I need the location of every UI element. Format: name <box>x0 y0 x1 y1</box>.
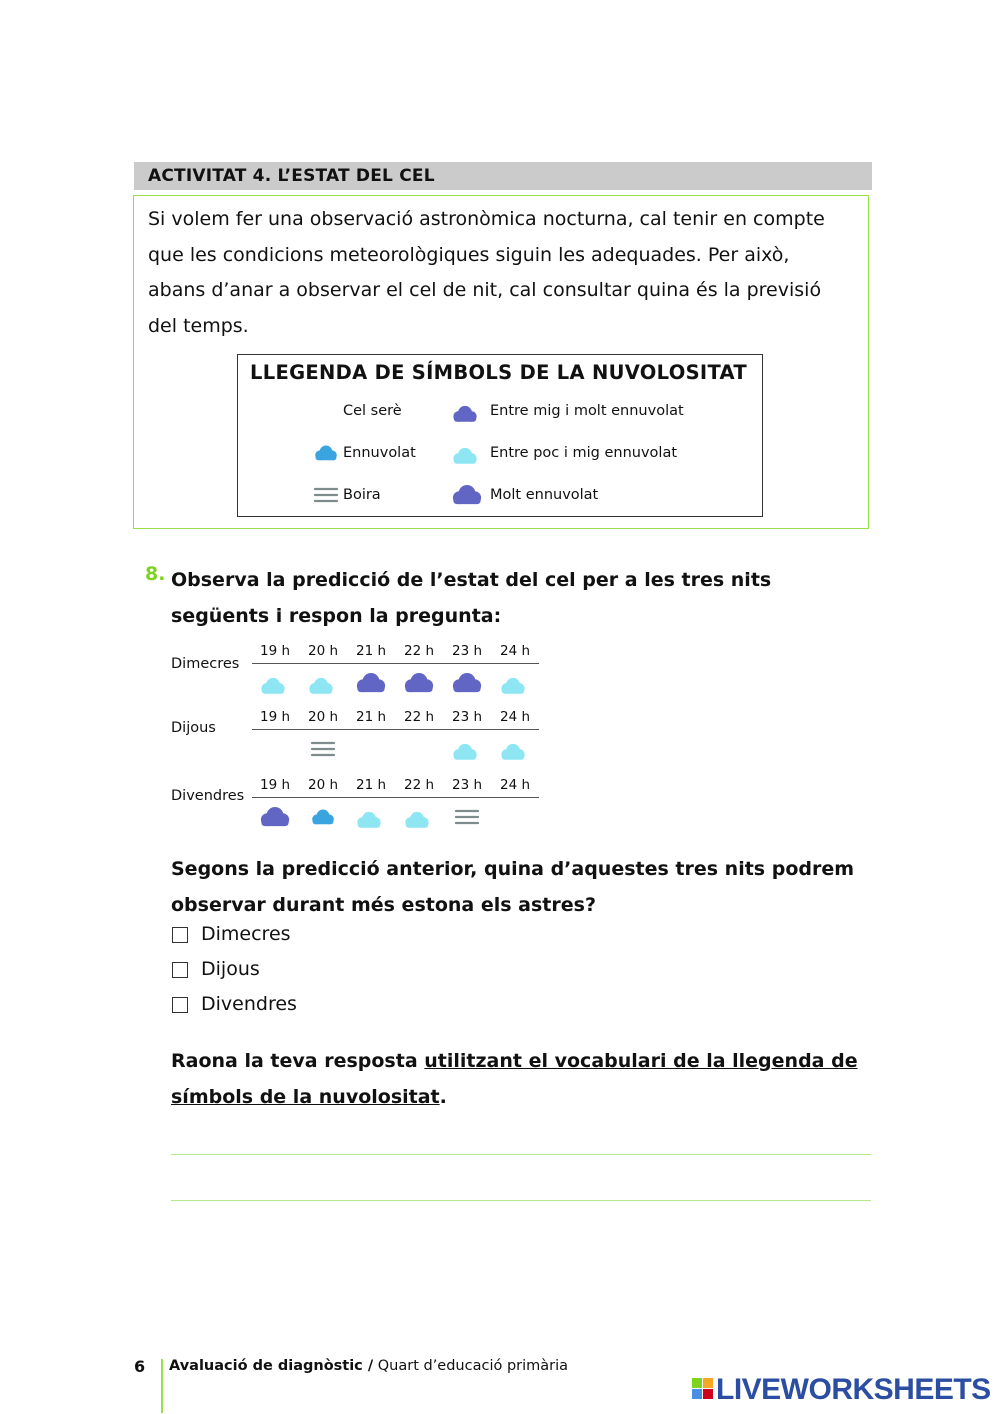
footer-title-bold: Avaluació de diagnòstic / <box>169 1358 374 1374</box>
dark-cloud-icon <box>403 669 435 697</box>
hour-label: 23 h <box>451 643 483 659</box>
moon-icon <box>259 735 291 763</box>
moon-icon <box>310 397 342 425</box>
day-label: Dimecres <box>171 656 240 672</box>
hour-label: 20 h <box>307 643 339 659</box>
dark-cloud-moon-icon <box>451 397 483 425</box>
answer-line[interactable] <box>171 1154 871 1155</box>
legend-label: Ennuvolat <box>343 445 416 461</box>
option-label: Dijous <box>201 958 260 980</box>
question-text <box>171 563 871 634</box>
question2-line: Segons la predicció anterior, quina d’aquestes tres nits podrem <box>171 858 855 880</box>
answer-line[interactable] <box>171 1200 871 1201</box>
legend-label: Cel serè <box>343 403 402 419</box>
light-cloud-moon-icon <box>451 439 483 467</box>
hour-label: 24 h <box>499 709 531 725</box>
activity-title: ACTIVITAT 4. L’ESTAT DEL CEL <box>148 166 435 186</box>
intro-text <box>148 202 864 344</box>
checkbox-dimecres[interactable] <box>172 927 188 943</box>
hour-label: 20 h <box>307 777 339 793</box>
checkbox-dijous[interactable] <box>172 962 188 978</box>
option-label: Divendres <box>201 993 297 1015</box>
footer-title-rest: Quart d’educació primària <box>373 1358 569 1374</box>
question2-text <box>171 852 871 923</box>
checkbox-divendres[interactable] <box>172 997 188 1013</box>
hour-label: 22 h <box>403 709 435 725</box>
light-cloud-moon-icon <box>451 735 483 763</box>
hour-label: 21 h <box>355 777 387 793</box>
hour-label: 22 h <box>403 777 435 793</box>
reason-underlined: símbols de la nuvolositat <box>171 1085 440 1108</box>
day-label: Dijous <box>171 720 216 736</box>
reason-suffix: . <box>439 1085 447 1108</box>
dark-cloud-icon <box>355 669 387 697</box>
hour-label: 22 h <box>403 643 435 659</box>
intro-line: del temps. <box>148 314 249 337</box>
hour-label: 20 h <box>307 709 339 725</box>
question-line: següents i respon la pregunta: <box>171 604 502 627</box>
light-cloud-moon-icon <box>307 669 339 697</box>
fog-icon <box>307 735 339 763</box>
row-divider <box>252 729 539 730</box>
reason-underlined: utilitzant el vocabulari de la llegenda de <box>424 1050 858 1072</box>
hour-label: 19 h <box>259 709 291 725</box>
question2-line: observar durant més estona els astres? <box>171 893 596 916</box>
moon-icon <box>403 735 435 763</box>
fog-icon <box>451 803 483 831</box>
reason-prefix: Raona la teva resposta <box>171 1050 425 1072</box>
footer-title <box>169 1358 568 1374</box>
fog-icon <box>310 481 342 509</box>
cloud-icon <box>307 803 339 831</box>
hour-label: 23 h <box>451 777 483 793</box>
liveworksheets-logo: LIVEWORKSHEETS <box>716 1373 991 1406</box>
hour-label: 24 h <box>499 643 531 659</box>
hour-label: 24 h <box>499 777 531 793</box>
legend-label: Boira <box>343 487 381 503</box>
liveworksheets-logo-icon <box>692 1378 714 1400</box>
activity-header <box>134 162 872 190</box>
hour-label: 21 h <box>355 709 387 725</box>
legend-label: Entre poc i mig ennuvolat <box>490 445 678 461</box>
light-cloud-moon-icon <box>259 669 291 697</box>
option-label: Dimecres <box>201 923 291 945</box>
dark-cloud-icon <box>451 669 483 697</box>
row-divider <box>252 663 539 664</box>
dark-cloud-icon <box>259 803 291 831</box>
intro-line: que les condicions meteorològiques siguin les adequades. Per això, <box>148 243 790 266</box>
day-label: Divendres <box>171 788 245 804</box>
page-number: 6 <box>134 1357 146 1376</box>
hour-label: 23 h <box>451 709 483 725</box>
footer-divider <box>161 1359 163 1413</box>
hour-label: 19 h <box>259 643 291 659</box>
intro-line: Si volem fer una observació astronòmica nocturna, cal tenir en compte <box>148 208 825 230</box>
light-cloud-moon-icon <box>499 669 531 697</box>
row-divider <box>252 797 539 798</box>
legend-label: Entre mig i molt ennuvolat <box>490 403 684 419</box>
intro-line: abans d’anar a observar el cel de nit, cal consultar quina és la previsió <box>148 279 822 301</box>
legend-label: Molt ennuvolat <box>490 487 599 503</box>
hour-label: 21 h <box>355 643 387 659</box>
question-line: Observa la predicció de l’estat del cel per a les tres nits <box>171 569 772 591</box>
dark-cloud-icon <box>451 481 483 509</box>
light-cloud-moon-icon <box>403 803 435 831</box>
cloud-icon <box>310 439 342 467</box>
moon-icon <box>499 803 531 831</box>
legend-title: LLEGENDA DE SÍMBOLS DE LA NUVOLOSITAT <box>250 361 748 384</box>
light-cloud-moon-icon <box>355 803 387 831</box>
reason-prompt <box>171 1044 871 1115</box>
question-number: 8. <box>145 563 166 585</box>
hour-label: 19 h <box>259 777 291 793</box>
light-cloud-moon-icon <box>499 735 531 763</box>
moon-icon <box>355 735 387 763</box>
